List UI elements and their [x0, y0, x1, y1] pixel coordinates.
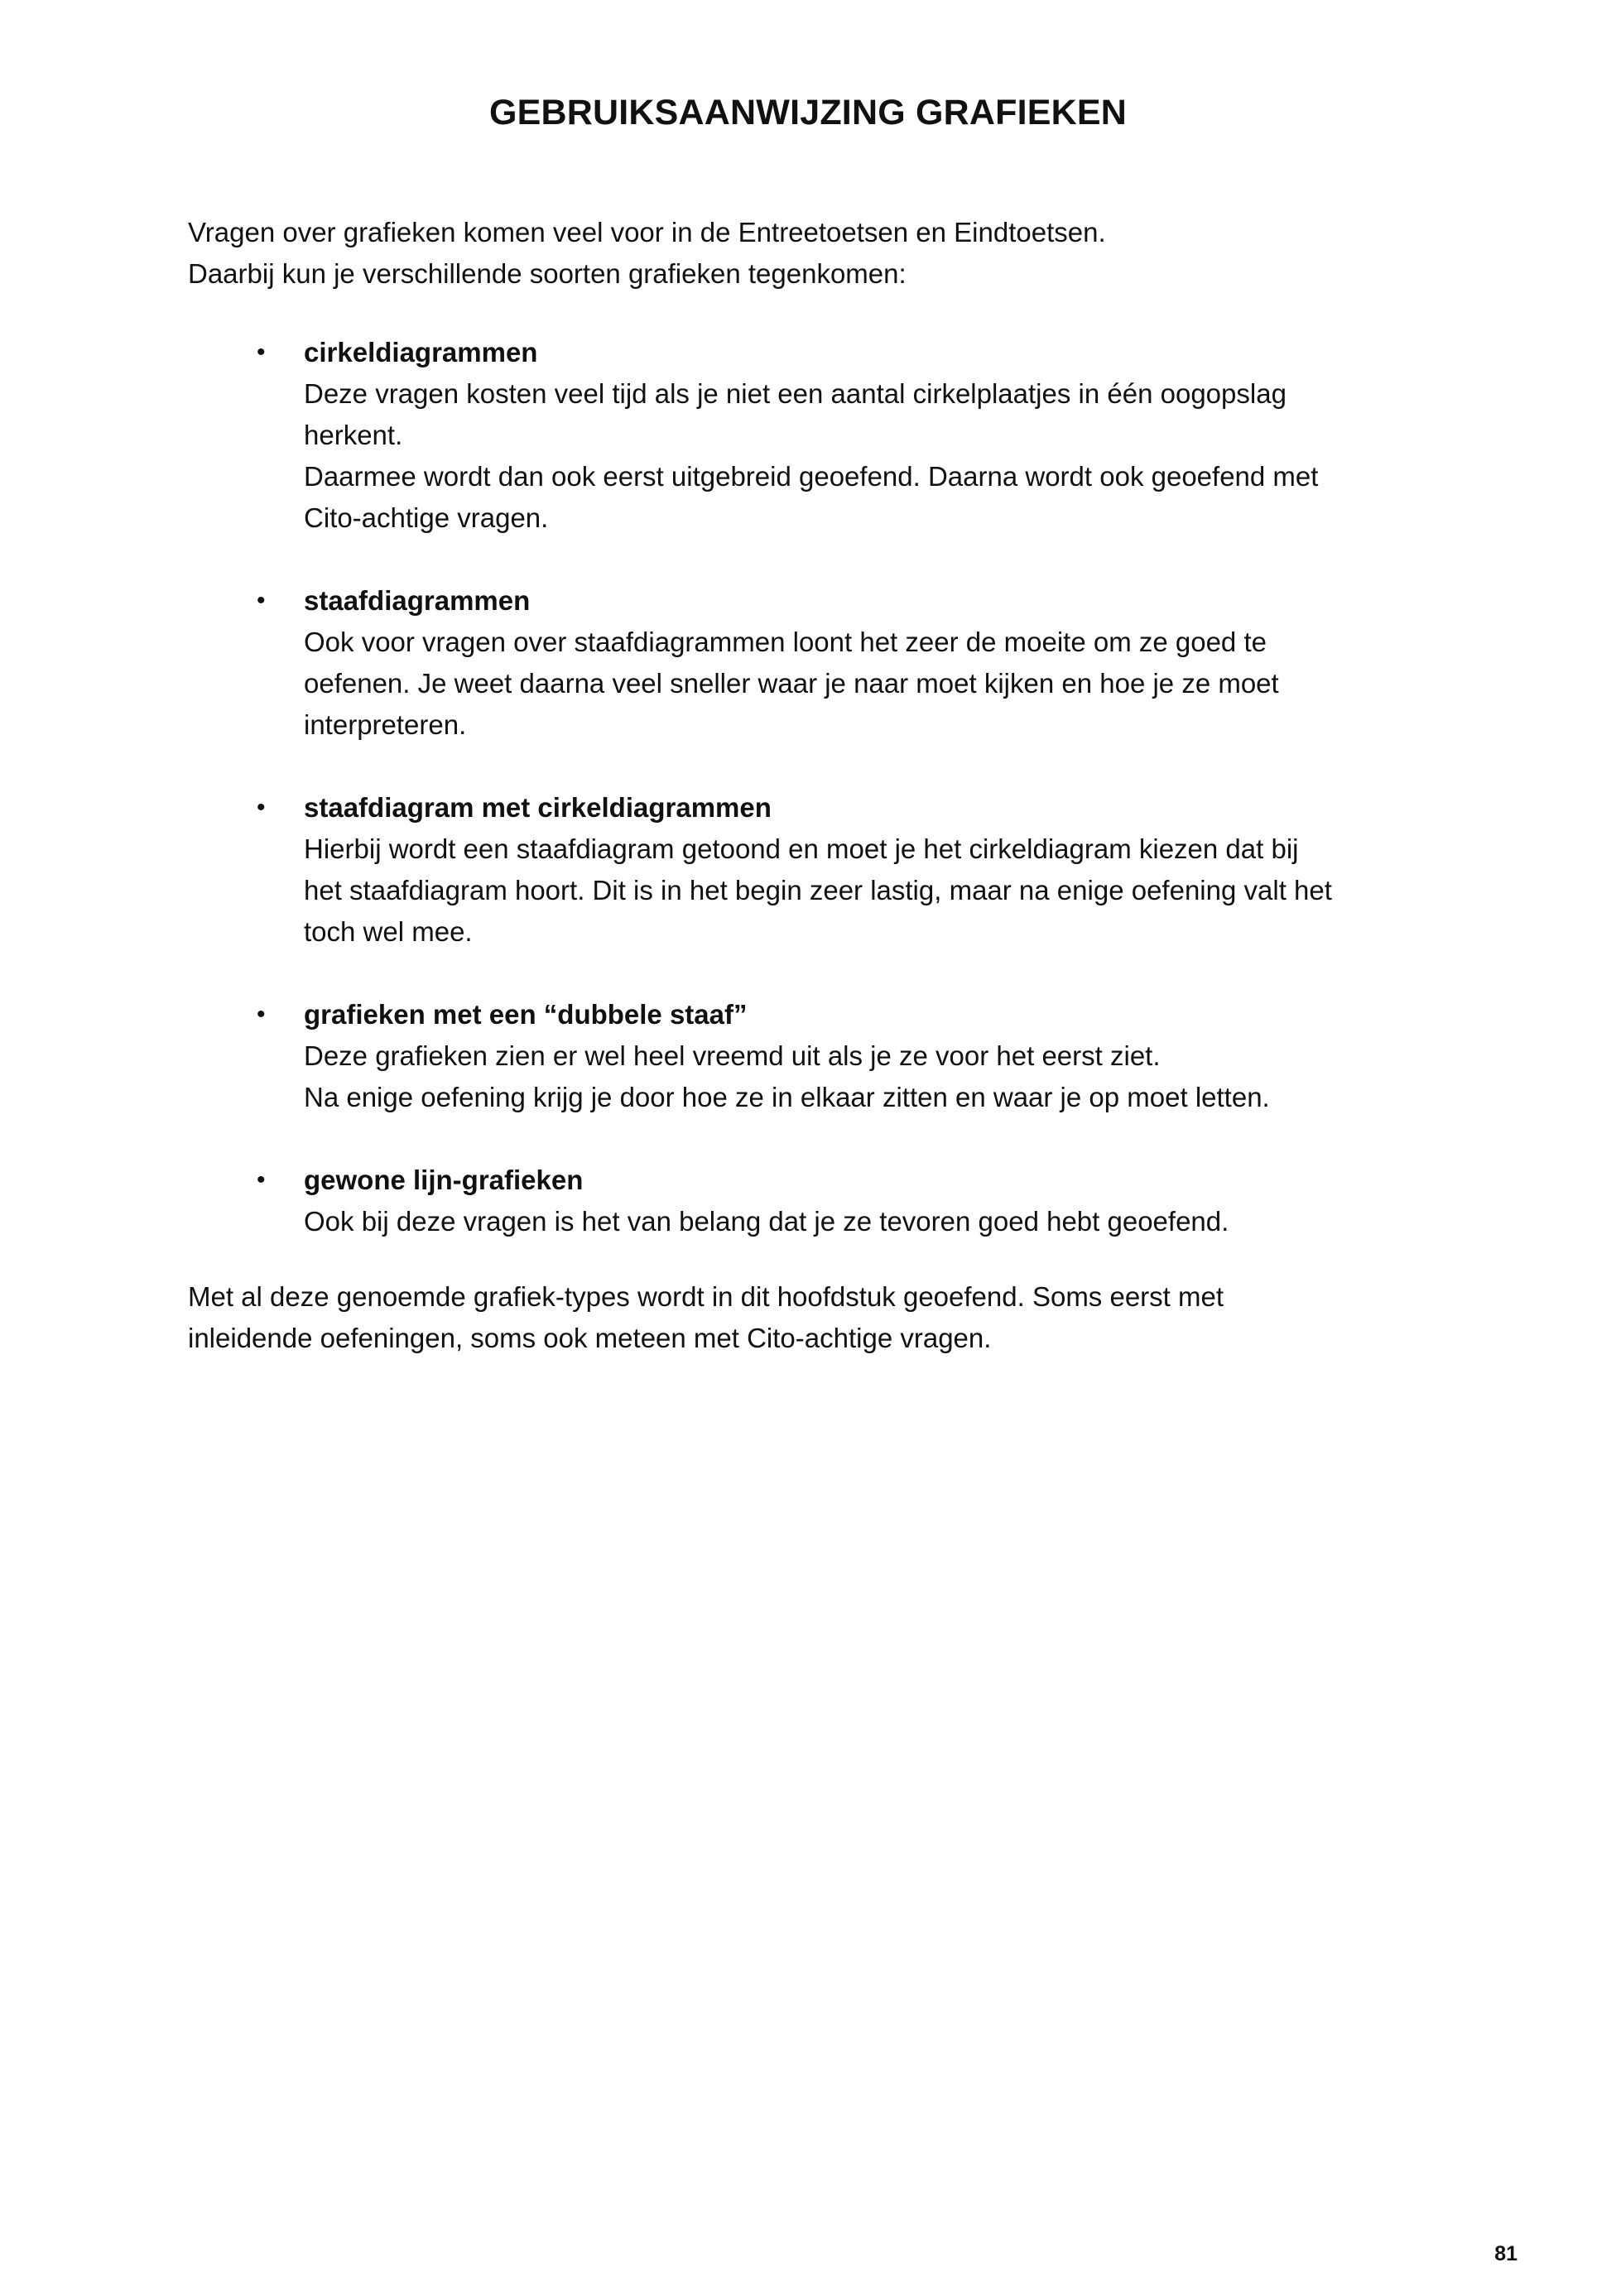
closing-paragraph [188, 1276, 1430, 1359]
list-item-text: herkent. [304, 420, 403, 450]
bullet-icon: • [257, 794, 266, 821]
bullet-icon: • [257, 339, 266, 366]
closing-line: Met al deze genoemde grafiek-types wordt in dit hoofdstuk geoefend. Soms eerst met [188, 1281, 1224, 1312]
list-item-text: Hierbij wordt een staafdiagram getoond en moet je het cirkeldiagram kiezen dat bij [304, 833, 1299, 864]
list-item-heading: staafdiagrammen [304, 585, 531, 616]
list-item [188, 332, 1430, 539]
list-item-text: Ook bij deze vragen is het van belang dat je ze tevoren goed hebt geoefend. [304, 1206, 1229, 1237]
list-item-heading: grafieken met een “dubbele staaf” [304, 999, 748, 1030]
list-item-heading: cirkeldiagrammen [304, 337, 538, 367]
list-item-text: Deze vragen kosten veel tijd als je niet een aantal cirkelplaatjes in één oogopslag [304, 378, 1287, 409]
graph-types-list [188, 332, 1430, 1284]
list-item-text: Na enige oefening krijg je door hoe ze in elkaar zitten en waar je op moet letten. [304, 1082, 1270, 1112]
bullet-icon: • [257, 1166, 266, 1194]
list-item-heading: staafdiagram met cirkeldiagrammen [304, 792, 772, 823]
page-number: 81 [1494, 2242, 1517, 2265]
list-item [188, 994, 1430, 1118]
bullet-icon: • [257, 587, 266, 614]
list-item-text: Daarmee wordt dan ook eerst uitgebreid geoefend. Daarna wordt ook geoefend met [304, 461, 1319, 492]
list-item [188, 580, 1430, 746]
intro-paragraph [188, 212, 1430, 295]
intro-line: Daarbij kun je verschillende soorten grafieken tegenkomen: [188, 258, 907, 289]
intro-line: Vragen over grafieken komen veel voor in de Entreetoetsen en Eindtoetsen. [188, 217, 1106, 247]
list-item [188, 787, 1430, 953]
list-item-heading: gewone lijn-grafieken [304, 1165, 584, 1195]
closing-line: inleidende oefeningen, soms ook meteen met Cito-achtige vragen. [188, 1323, 992, 1353]
page-title: GEBRUIKSAANWIJZING GRAFIEKEN [488, 93, 1128, 132]
list-item-text: Deze grafieken zien er wel heel vreemd uit als je ze voor het eerst ziet. [304, 1040, 1161, 1071]
list-item [188, 1160, 1430, 1242]
list-item-text: oefenen. Je weet daarna veel sneller waar je naar moet kijken en hoe je ze moet [304, 668, 1279, 699]
list-item-text: toch wel mee. [304, 916, 473, 947]
list-item-text: Cito-achtige vragen. [304, 502, 549, 533]
list-item-text: het staafdiagram hoort. Dit is in het begin zeer lastig, maar na enige oefening valt het [304, 875, 1332, 905]
list-item-text: interpreteren. [304, 709, 467, 740]
bullet-icon: • [257, 1001, 266, 1028]
list-item-text: Ook voor vragen over staafdiagrammen loont het zeer de moeite om ze goed te [304, 627, 1267, 657]
